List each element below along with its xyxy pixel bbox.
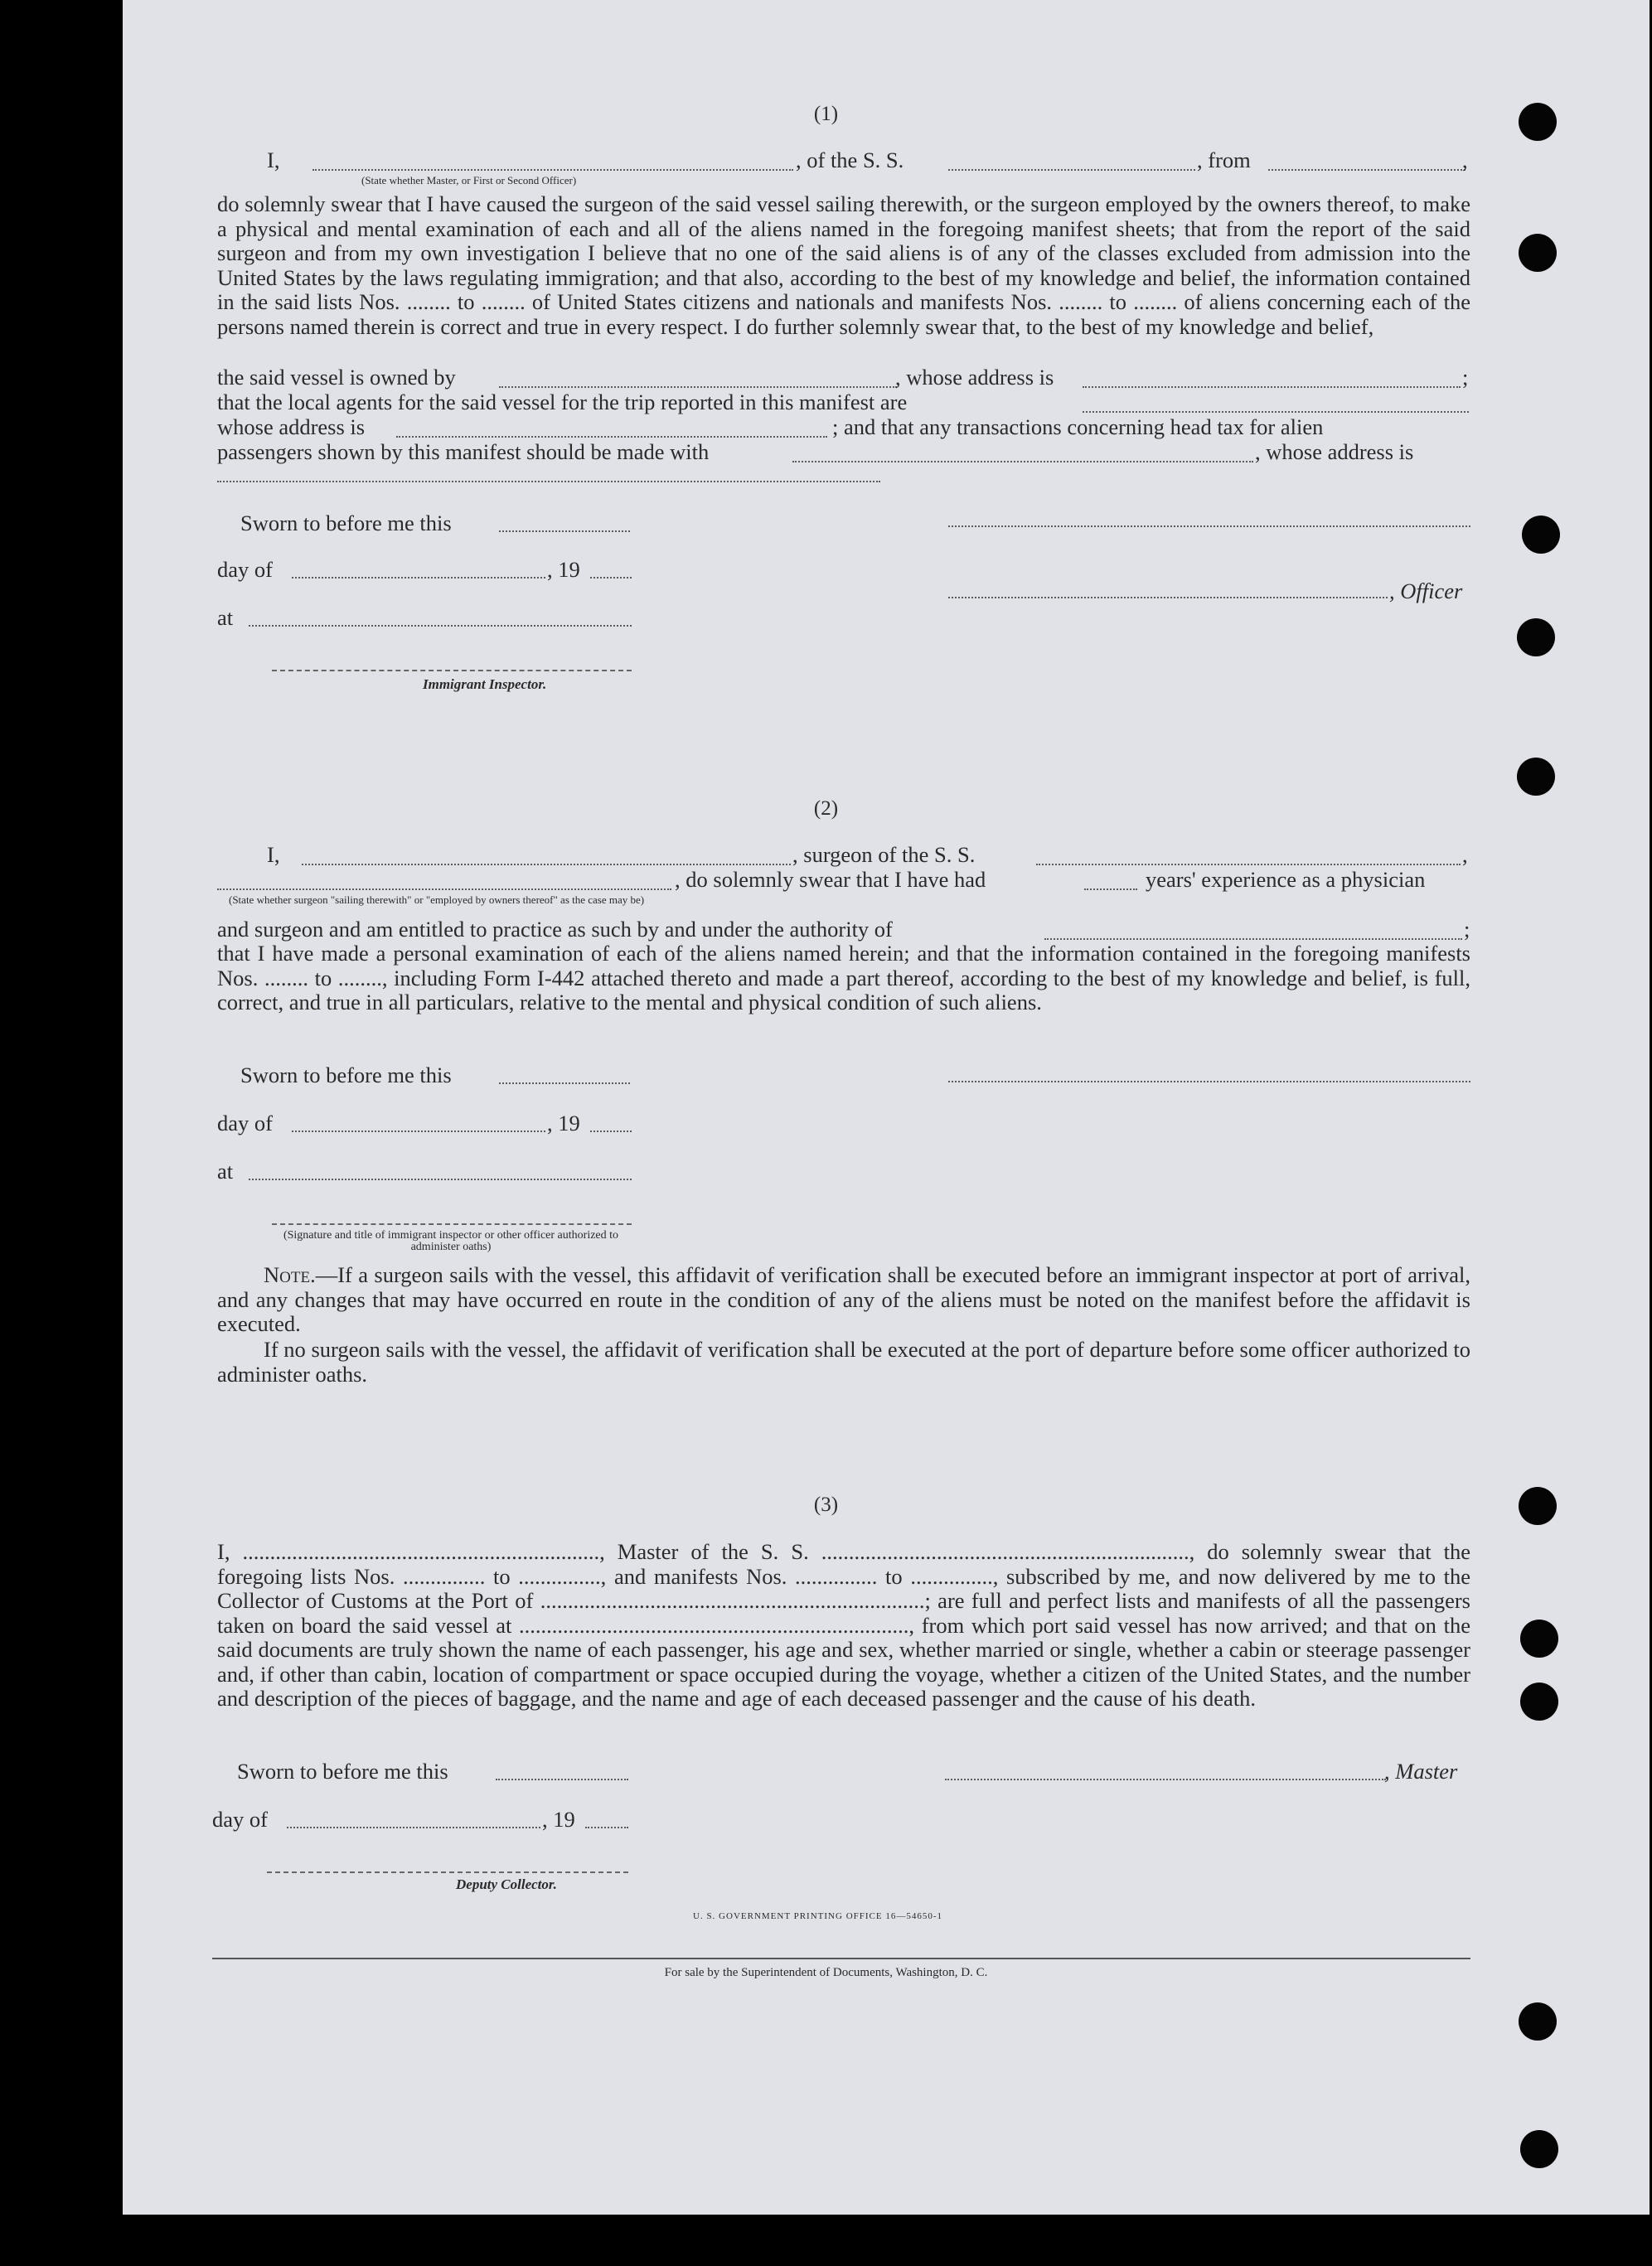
s1-local-agents: that the local agents for the said vessel for the trip reported in this manifest are xyxy=(217,390,908,414)
s1-year: , 19 xyxy=(547,557,580,582)
s1-head-tax: ; and that any transactions concerning head tax for alien xyxy=(832,414,1324,439)
from-port-field[interactable] xyxy=(1268,169,1465,171)
s1-i: I, xyxy=(267,148,280,172)
immigrant-inspector-caption: Immigrant Inspector. xyxy=(423,676,547,692)
s2-year-field[interactable] xyxy=(590,1131,632,1132)
s1-place-field[interactable] xyxy=(249,625,632,627)
s1-month-field[interactable] xyxy=(292,577,545,579)
punch-hole xyxy=(1520,1620,1558,1658)
s3-sworn-date-field[interactable] xyxy=(496,1779,628,1780)
inspector-signature-line[interactable] xyxy=(272,670,632,671)
punch-hole xyxy=(1517,758,1555,796)
footer-rule xyxy=(212,1958,1470,1959)
surgeon-name-field[interactable] xyxy=(302,864,791,865)
note-paragraph xyxy=(217,1263,1470,1337)
s3-year: , 19 xyxy=(542,1807,575,1832)
s1-comma: , xyxy=(1462,148,1468,172)
s2-status-caption: (State whether surgeon "sailing therewith" or "employed by owners thereof" as the case may be) xyxy=(229,893,645,906)
officer-rank-field[interactable] xyxy=(312,169,793,171)
s2-surgeon-of: , surgeon of the S. S. xyxy=(792,842,976,867)
gpo-imprint: U. S. GOVERNMENT PRINTING OFFICE 16—54650-1 xyxy=(693,1911,943,1921)
punch-hole xyxy=(1520,2130,1558,2168)
s1-whose-address-3: , whose address is xyxy=(1255,439,1414,464)
s3-day-of: day of xyxy=(212,1807,268,1832)
s2-authority-line xyxy=(217,917,1470,943)
years-experience-field[interactable] xyxy=(1084,888,1137,890)
s3-year-field[interactable] xyxy=(585,1827,628,1828)
deputy-collector-caption: Deputy Collector. xyxy=(456,1876,557,1892)
s1-whose-address-2: whose address is xyxy=(217,414,366,439)
punch-hole xyxy=(1517,618,1555,656)
s2-place-field[interactable] xyxy=(249,1179,632,1180)
s2-year: , 19 xyxy=(547,1111,580,1135)
sale-notice: For sale by the Superintendent of Documents, Washington, D. C. xyxy=(664,1966,988,1979)
surgeon-signature-line[interactable] xyxy=(948,1081,1470,1082)
punch-hole xyxy=(1519,234,1557,272)
s1-passengers-line xyxy=(217,439,1470,466)
authority-field[interactable] xyxy=(1044,938,1462,940)
head-tax-address-field[interactable] xyxy=(217,481,880,482)
head-tax-contact-field[interactable] xyxy=(792,461,1253,462)
punch-hole xyxy=(1519,2002,1557,2041)
s1-passengers: passengers shown by this manifest should be made with xyxy=(217,439,710,464)
s1-address-line xyxy=(217,414,1470,441)
s1-semicolon: ; xyxy=(1462,365,1469,390)
punch-hole xyxy=(1522,516,1560,554)
surgeon-status-field[interactable] xyxy=(217,888,671,890)
s2-signature-caption: (Signature and title of immigrant inspector or other officer authorized to administer oaths) xyxy=(283,1229,619,1253)
agents-address-field[interactable] xyxy=(396,436,827,438)
s2-comma: , xyxy=(1462,842,1468,867)
s1-of-ss: , of the S. S. xyxy=(796,148,904,172)
s2-intro-line xyxy=(267,842,1470,869)
vessel-name-field[interactable] xyxy=(948,169,1195,171)
note-text-1: —If a surgeon sails with the vessel, this affidavit of verification shall be executed before an immigrant inspector at port of arrival, and any changes that may have occurred en route in the condition of any of the aliens must be noted on the manifest before the affidavit is executed. xyxy=(217,1262,1470,1336)
s3-month-field[interactable] xyxy=(287,1827,540,1828)
s1-sworn-date-field[interactable] xyxy=(499,530,630,532)
section-2-number: (2) xyxy=(813,797,839,820)
s2-month-field[interactable] xyxy=(292,1131,545,1132)
s2-authority: and surgeon and am entitled to practice as such by and under the authority of xyxy=(217,917,893,942)
master-label: , Master xyxy=(1384,1759,1458,1784)
s1-rank-caption: (State whether Master, or First or Second Officer) xyxy=(361,174,577,186)
s2-day-of: day of xyxy=(217,1111,273,1135)
s2-solemnly: , do solemnly swear that I have had xyxy=(675,867,986,892)
officer-label: , Officer xyxy=(1389,579,1463,603)
note-label: Note. xyxy=(264,1262,316,1287)
s2-at: at xyxy=(217,1159,234,1184)
s1-day-of: day of xyxy=(217,557,273,582)
note-text-2: If no surgeon sails with the vessel, the affidavit of verification shall be executed at the port of departure before some officer authorized to administer oaths. xyxy=(217,1337,1470,1387)
s2-signature-line[interactable] xyxy=(272,1223,632,1225)
s1-sworn: Sworn to before me this xyxy=(240,511,452,535)
s1-intro-line xyxy=(267,148,1470,174)
s3-sworn: Sworn to before me this xyxy=(237,1759,448,1784)
deputy-signature-line[interactable] xyxy=(267,1871,628,1873)
s2-sworn-date-field[interactable] xyxy=(499,1082,630,1084)
s1-from: , from xyxy=(1197,148,1251,172)
officer-signature-line-1[interactable] xyxy=(948,525,1470,527)
owner-address-field[interactable] xyxy=(1083,386,1461,388)
s2-vessel-field[interactable] xyxy=(1036,864,1461,865)
local-agents-field[interactable] xyxy=(1083,411,1469,413)
section-1-number: (1) xyxy=(813,103,839,125)
s2-oath-text: that I have made a personal examination of each of the aliens named herein; and that the information contained in the foregoing manifests Nos. ........ to ........, including Form I-442 attached thereto and made a part thereof, according to the best of my knowledge and belief, is full, correct, and true in all particulars, relative to the mental and physical condition of such aliens. xyxy=(217,941,1470,1014)
s1-oath-text: do solemnly swear that I have caused the surgeon of the said vessel sailing therewith, or the surgeon employed by the owners thereof, to make a physical and mental examination of each and all of the aliens named in the foregoing manifest sheets; that from the report of the said surgeon and from my own investigation I believe that no one of the said aliens is of any of the classes excluded from admission into the United States by the laws regulating immigration; and that also, according to the best of my knowledge and belief, the information contained in the said lists Nos. ........ to ........ of United States citizens and nationals and manifests Nos. ........ to ........ of aliens concerning each of the persons named therein is correct and true in every respect. I do further solemnly swear that, to the best of my knowledge and belief, xyxy=(217,191,1470,339)
s1-owner-line xyxy=(217,365,1470,391)
note-paragraph-2 xyxy=(217,1338,1470,1387)
s2-years: years' experience as a physician xyxy=(1146,867,1426,892)
s2-i: I, xyxy=(267,842,280,867)
s1-at: at xyxy=(217,605,234,630)
s3-oath-text: I, ................................................................., Master of the S. S. ..................................................................., do solemnly swear that the foregoing lists Nos. ............... to ..............., and manifests Nos. ............... to ..............., subscribed by me, and now delivered by me to the Collector of Customs at the Port of ......................................................................; are full and perfect lists and manifests of all the passengers taken on board the said vessel at ......................................................................., from which port said vessel has now arrived; and that on the said documents are truly shown the name of each passenger, his age and sex, whether married or single, whether a cabin or steerage passenger and, if other than cabin, location of compartment or space occupied during the voyage, whether a citizen of the United States, and the number and description of the pieces of baggage, and the name and age of each deceased passenger and the cause of his death. xyxy=(217,1539,1470,1711)
s1-owned-by: the said vessel is owned by xyxy=(217,365,456,390)
s1-whose-address: , whose address is xyxy=(895,365,1054,390)
owner-field[interactable] xyxy=(499,386,897,388)
s1-year-field[interactable] xyxy=(590,577,632,579)
s1-agents-line xyxy=(217,390,1470,416)
s2-sworn: Sworn to before me this xyxy=(240,1063,452,1087)
s2-semicolon: ; xyxy=(1464,917,1470,942)
master-signature-line[interactable] xyxy=(945,1779,1386,1780)
punch-hole xyxy=(1520,1683,1558,1721)
section-3-number: (3) xyxy=(813,1494,839,1516)
s2-experience-line xyxy=(217,867,1470,893)
officer-signature-line-2[interactable] xyxy=(948,597,1388,598)
